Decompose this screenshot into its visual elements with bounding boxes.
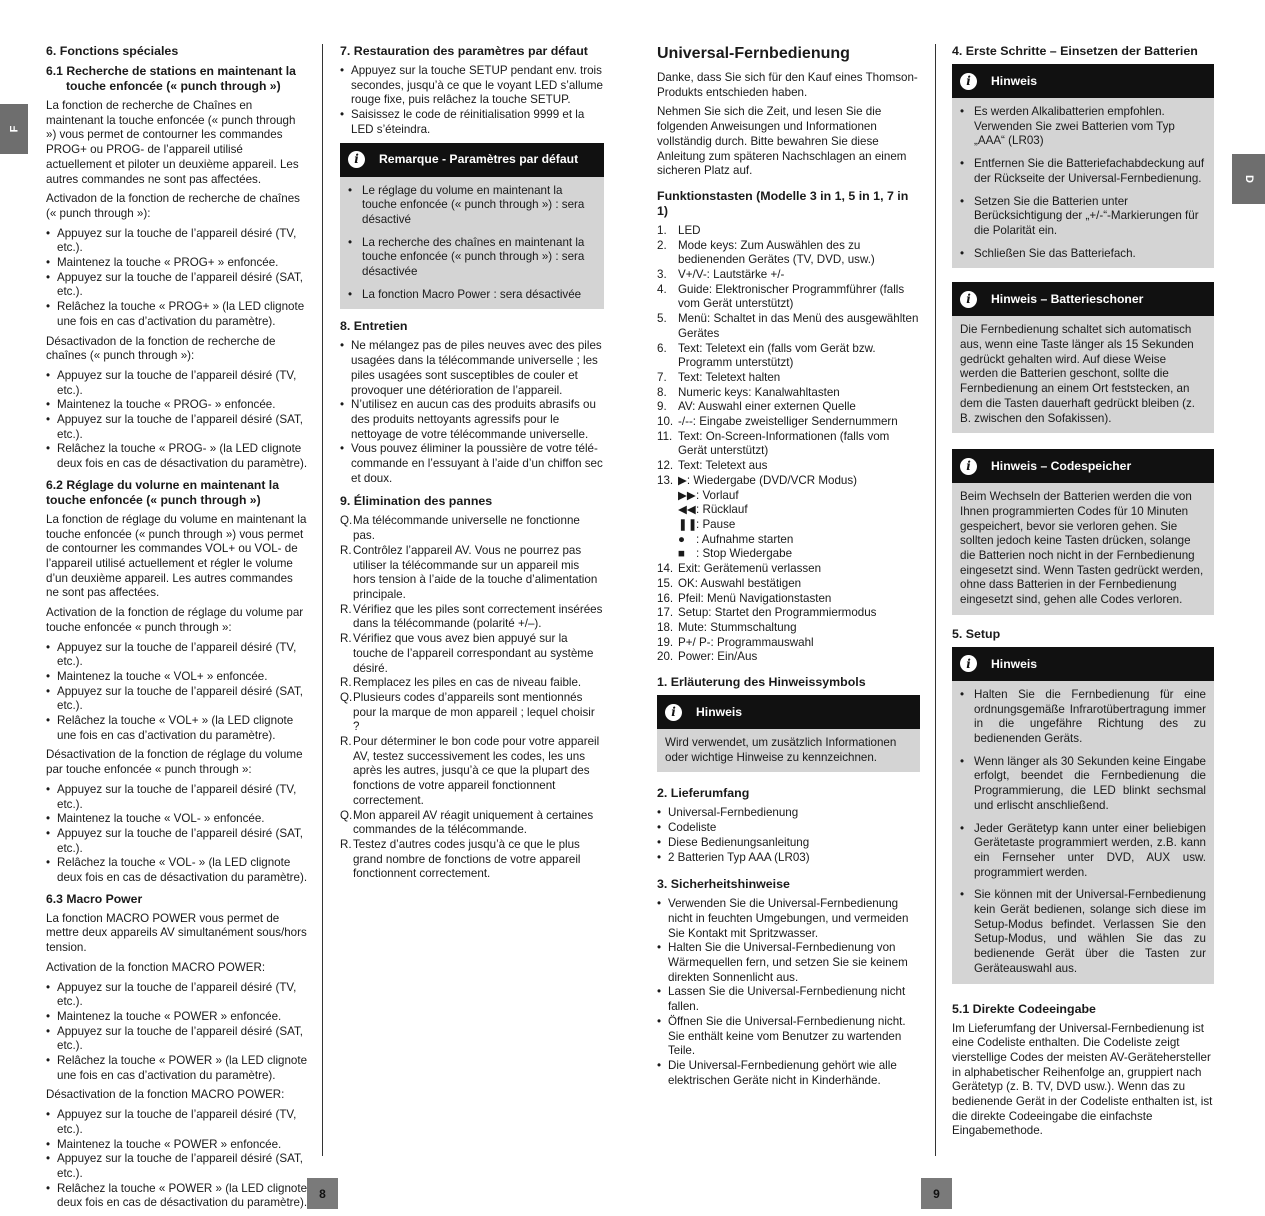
list-item: • Relâchez la touche « POWER » (la LED clignote deux fois en cas de désactivation du paramètre).	[46, 1182, 308, 1211]
fast-forward-icon: ▶▶	[678, 488, 696, 502]
qa-item: R. Vérifiez que vous avez bien appuyé sur la touche de l’appareil correspondant au système désiré.	[340, 632, 594, 675]
note-box-body	[952, 98, 1214, 268]
list-item: • Schließen Sie das Batteriefach.	[960, 247, 1206, 262]
list-item: • Appuyez sur la touche de l’appareil désiré (SAT, etc.).	[46, 271, 308, 300]
list-item: 3. V+/V-: Lautstärke +/-	[657, 268, 785, 282]
list-item: • Saisissez le code de réinitialisation 9999 et la LED s’éteindra.	[340, 108, 604, 137]
list-item: ❚❚: Pause	[678, 517, 736, 531]
info-icon: i	[348, 151, 365, 168]
list-item: 14. Exit: Gerätemenü verlassen	[657, 562, 822, 576]
list-item: • Maintenez la touche « POWER » enfoncée.	[46, 1010, 308, 1025]
column-2	[340, 44, 604, 887]
note-box	[952, 647, 1214, 984]
section-heading: 5. Setup	[952, 626, 1001, 641]
list-item: • Wenn länger als 30 Sekunden keine Eingabe erfolgt, beendet die Fernbedienung die Programmierung, die LED blinkt sechsmal und erlischt anschließend.	[960, 755, 1206, 814]
list-item: • Entfernen Sie die Batteriefachabdeckung auf der Rückseite der Universal-Fernbedienung.	[960, 157, 1206, 186]
note-box-title: Hinweis	[696, 704, 743, 719]
list-item: • Maintenez la touche « POWER » enfoncée.	[46, 1138, 308, 1153]
note-box-body: Die Fernbedienung schaltet sich automatisch aus, wenn eine Taste länger als 15 Sekunden gedrückt gehalten wird. Auf diese Weise werden die Batterien geschont, sollte die Fernbedienung an einem Ort feststecken, an dem die Tasten dauerhaft gedrückt bleiben (z. B. zwischen den Sofakissen).	[952, 316, 1214, 433]
list-item: • Appuyez sur la touche de l’appareil désiré (TV, etc.).	[46, 641, 308, 670]
list-item: • Sie können mit der Universal-Fernbedienung kein Gerät bedienen, solange sich diese im Setup-Modus befindet. Verlassen Sie den Setup-Modus, und wählen Sie das zu bedienende Gerät über die Tasten zur Geräteauswahl aus.	[960, 888, 1206, 976]
list-item: ◀◀: Rücklauf	[678, 503, 748, 517]
list-item: • Appuyez sur la touche de l’appareil désiré (SAT, etc.).	[46, 827, 308, 856]
list-item: 17. Setup: Startet den Programmiermodus	[657, 606, 877, 620]
subsection-heading: 6.1 Recherche de stations en maintenant la touche enfoncée (« punch through »)	[46, 64, 296, 93]
note-box-body: Wird verwendet, um zusätzlich Informationen oder wichtige Hinweise zu kennzeichnen.	[657, 729, 920, 772]
stop-icon: ■	[678, 547, 686, 561]
list-item: • Jeder Gerätetyp kann unter einer beliebigen Gerätetaste programmiert werden, z.B. kann ein Fernseher unter DVD, AUX usw. programmiert werden.	[960, 822, 1206, 881]
section-heading: 8. Entretien	[340, 319, 408, 334]
list-item: 9. AV: Auswahl einer externen Quelle	[657, 400, 856, 414]
list-item: • Le réglage du volume en maintenant la touche enfoncée (« punch through ») : sera désactivé	[348, 184, 596, 228]
list-item: 13. ▶: Wiedergabe (DVD/VCR Modus)	[657, 473, 858, 487]
list-item: 4. Guide: Elektronischer Programmführer (falls vom Gerät unterstützt)	[657, 282, 905, 311]
list-item: • Appuyez sur la touche de l’appareil désiré (TV, etc.).	[46, 227, 308, 256]
qa-item: R. Pour déterminer le bon code pour votre appareil AV, testez successivement les codes, les uns après les autres, jusqu’à ce que la plupart des fonctions de votre appareil fonctionnent correctement.	[340, 735, 600, 807]
list-item: • La fonction Macro Power : sera désactivée	[348, 288, 596, 303]
list-item: • Universal-Fernbedienung	[657, 806, 920, 821]
subsection-heading: 6.3 Macro Power	[46, 891, 143, 906]
bullet-list	[46, 783, 308, 886]
list-item: • La recherche des chaînes en maintenant la touche enfoncée (« punch through ») : sera désactivée	[348, 236, 596, 280]
bullet-list	[340, 339, 604, 486]
list-item: • Appuyez sur la touche SETUP pendant env. trois secondes, jusqu’à ce que le voyant LED s’allume rouge fixe, puis relâchez la touche SETUP.	[340, 64, 604, 108]
note-box-body	[952, 681, 1214, 984]
list-item: • Relâchez la touche « VOL+ » (la LED clignote une fois en cas d’activation du paramètre).	[46, 714, 308, 743]
list-item: • 2 Batterien Typ AAA (LR03)	[657, 851, 920, 866]
list-item: • Appuyez sur la touche de l’appareil désiré (SAT, etc.).	[46, 685, 308, 714]
list-item: 12. Text: Teletext aus	[657, 459, 768, 473]
bullet-list	[657, 806, 920, 865]
list-item: • Appuyez sur la touche de l’appareil désiré (SAT, etc.).	[46, 1152, 308, 1181]
paragraph: La fonction de réglage du volume en maintenant la touche enfoncée (« punch through ») vous permet de contourner les commandes VOL+ ou VOL- de l’appareil utilisé actuellement et régler le volume d’un deuxième appareil. Les autres commandes ne sont pas affectées.	[46, 512, 307, 600]
list-item: • Relâchez la touche « PROG+ » (la LED clignote une fois en cas d’activation du paramètre).	[46, 300, 308, 329]
paragraph: Activation de la fonction MACRO POWER:	[46, 960, 266, 974]
note-box-body: Beim Wechseln der Batterien werden die von Ihnen programmierten Codes für 10 Minuten gespeichert, bevor sie verloren gehen. Sie sollten jedoch keine Tasten drücken, solange die Batterien noch nicht in der Fernbedienung eingesetzt sind. Wenn Tasten gedrückt werden, ohne dass Batterien in der Fernbedienung eingesetzt sind, gehen alle Codes verloren.	[952, 483, 1214, 615]
list-item: • Codeliste	[657, 821, 920, 836]
list-item: • Appuyez sur la touche de l’appareil désiré (SAT, etc.).	[46, 413, 308, 442]
paragraph: La fonction de recherche de Chaînes en maintenant la touche enfoncée (« punch through ») vous permet de contourner les commandes PROG+ ou PROG- de l’appareil utilisé actuellement et piloter un deuxième appareil. Les autres commandes ne sont pas affectées.	[46, 99, 299, 186]
note-box	[952, 282, 1214, 433]
list-item: 8. Numeric keys: Kanalwahltasten	[657, 385, 840, 399]
list-item: 1. LED	[657, 223, 701, 237]
column-divider	[935, 44, 936, 1156]
note-box	[952, 449, 1214, 615]
list-item: • Appuyez sur la touche de l’appareil désiré (TV, etc.).	[46, 369, 308, 398]
list-item: 15. OK: Auswahl bestätigen	[657, 576, 802, 590]
list-item: ▶▶: Vorlauf	[678, 488, 739, 502]
qa-item: R. Contrôlez l’appareil AV. Vous ne pourrez pas utiliser la télécommande sur un appareil mis hors tension à l’aide de la touche d’alimentation principale.	[340, 543, 598, 601]
qa-item: Q. Plusieurs codes d’appareils sont mentionnés pour la marque de mon appareil ; lequel choisir ?	[340, 690, 595, 734]
list-item: 6. Text: Teletext ein (falls vom Gerät bzw. Programm unterstützt)	[657, 341, 876, 370]
note-box-title: Hinweis – Codespeicher	[991, 458, 1132, 473]
note-box-title: Hinweis	[991, 656, 1038, 671]
list-item: ● : Aufnahme starten	[678, 532, 794, 546]
note-box-header	[952, 64, 1214, 98]
section-heading: 1. Erläuterung des Hinweissymbols	[657, 675, 866, 690]
list-item: • Verwenden Sie die Universal-Fernbedienung nicht in feuchten Umgebungen, und vermeiden Sie Kontakt mit Spritzwasser.	[657, 897, 920, 941]
qa-item: Q. Mon appareil AV réagit uniquement à certaines commandes de la télécommande.	[340, 808, 594, 837]
list-item: 16. Pfeil: Menü Navigationstasten	[657, 591, 832, 605]
list-item: • Vous pouvez éliminer la poussière de votre télé-commande en l’essuyant à l’aide d’un chiffon sec et doux.	[340, 442, 604, 486]
note-box-header	[952, 449, 1214, 483]
page-number-left: 8	[307, 1178, 338, 1209]
info-icon: i	[960, 73, 977, 90]
section-heading: 9. Élimination des pannes	[340, 494, 493, 509]
list-item: • Relâchez la touche « PROG- » (la LED clignote deux fois en cas de désactivation du paramètre).	[46, 442, 308, 471]
list-item: 19. P+/ P-: Programmauswahl	[657, 635, 814, 649]
list-item: • Maintenez la touche « PROG- » enfoncée.	[46, 398, 308, 413]
list-item: 7. Text: Teletext halten	[657, 370, 781, 384]
list-item: 10. -/--: Eingabe zweistelliger Sendernummern	[657, 415, 898, 429]
note-box-header	[340, 143, 604, 177]
qa-item: R. Vérifiez que les piles sont correctement insérées dans la télécommande (polarité +/–).	[340, 602, 603, 631]
list-item: • Die Universal-Fernbedienung gehört wie alle elektrischen Geräte nicht in Kinderhände.	[657, 1059, 920, 1088]
paragraph: Désactivation de la fonction de réglage du volume par touche enfoncée « punch through »:	[46, 748, 303, 777]
info-icon: i	[665, 704, 682, 721]
info-icon: i	[960, 458, 977, 475]
language-tab-f: F	[0, 104, 28, 154]
list-item: • Setzen Sie die Batterien unter Berücksichtigung der „+/-“-Markierungen für die Polarität ein.	[960, 195, 1206, 239]
paragraph: Désactivadon de la fonction de recherche de chaînes (« punch through »):	[46, 334, 276, 363]
page-number-right: 9	[921, 1178, 952, 1209]
bullet-list	[46, 981, 308, 1084]
section-heading: 3. Sicherheitshinweise	[657, 877, 790, 892]
column-4	[952, 44, 1214, 1144]
language-tab-d: D	[1232, 154, 1265, 204]
list-item: • Appuyez sur la touche de l’appareil désiré (TV, etc.).	[46, 1108, 308, 1137]
bullet-list	[340, 64, 604, 138]
function-keys-list	[657, 224, 920, 562]
list-item: • Halten Sie die Fernbedienung für eine ordnungsgemäße Infrarotübertragung immer in die ungefähre Richtung des zu bedienenden Geräts.	[960, 688, 1206, 747]
subsection-heading: 6.2 Réglage du volurne en maintenant la touche enfoncée (« punch through »)	[46, 477, 279, 507]
list-item: • Relâchez la touche « POWER » (la LED clignote une fois en cas d’activation du paramètre).	[46, 1054, 308, 1083]
pause-icon: ❚❚	[678, 517, 698, 531]
qa-item: R. Testez d’autres codes jusqu’à ce que le plus grand nombre de fonctions de votre appareil fonctionnent correctement.	[340, 837, 581, 881]
bullet-list	[46, 227, 308, 330]
note-box-title: Hinweis – Batterieschoner	[991, 291, 1144, 306]
list-item: • Diese Bedienungsanleitung	[657, 836, 920, 851]
note-box-body	[340, 177, 604, 310]
list-item: • Appuyez sur la touche de l’appareil désiré (TV, etc.).	[46, 981, 308, 1010]
function-keys-list	[657, 562, 920, 665]
note-box-header	[952, 282, 1214, 316]
paragraph: Danke, dass Sie sich für den Kauf eines Thomson-Produkts entschieden haben.	[657, 71, 918, 99]
info-icon: i	[960, 655, 977, 672]
list-item: • Maintenez la touche « VOL- » enfoncée.	[46, 812, 308, 827]
bullet-list	[46, 369, 308, 472]
list-item: ■ : Stop Wiedergabe	[678, 547, 793, 561]
paragraph: Activadon de la fonction de recherche de chaînes (« punch through »):	[46, 192, 300, 220]
list-item: 2. Mode keys: Zum Auswählen des zu bedienenden Gerätes (TV, DVD, usw.)	[657, 238, 875, 267]
list-item: • Lassen Sie die Universal-Fernbedienung nicht fallen.	[657, 985, 920, 1014]
qa-item: R. Remplacez les piles en cas de niveau faible.	[340, 676, 582, 690]
list-item: 11. Text: On-Screen-Informationen (falls vom Gerät unterstützt)	[657, 429, 890, 458]
note-box-title: Remarque - Paramètres par défaut	[379, 152, 579, 167]
list-item: 5. Menü: Schaltet in das Menü des ausgewählten Gerätes	[657, 312, 919, 340]
bullet-list	[657, 897, 920, 1088]
page-title: Universal-Fernbedienung	[657, 45, 850, 62]
record-icon: ●	[678, 532, 686, 546]
bullet-list	[46, 641, 308, 744]
section-heading: 4. Erste Schritte – Einsetzen der Batterien	[952, 44, 1198, 58]
troubleshooting-list	[340, 514, 604, 882]
paragraph: Nehmen Sie sich die Zeit, und lesen Sie die folgenden Anweisungen und Informationen vollständig durch. Bitte bewahren Sie diese Anleitung zum späteren Nachschlagen an einem sicheren Platz auf.	[657, 105, 907, 178]
note-box-header	[952, 647, 1214, 681]
column-1	[46, 44, 308, 1216]
section-heading: 6. Fonctions spéciales	[46, 44, 179, 58]
list-item: • Maintenez la touche « PROG+ » enfoncée.	[46, 256, 308, 271]
column-3	[657, 44, 920, 1093]
note-box-title: Hinweis	[991, 73, 1038, 88]
section-heading: 7. Restauration des paramètres par défaut	[340, 44, 588, 58]
bullet-list	[46, 1108, 308, 1211]
note-box	[952, 64, 1214, 268]
list-item: • Relâchez la touche « VOL- » (la LED clignote deux fois en cas de désactivation du paramètre).	[46, 856, 308, 885]
list-item: • Appuyez sur la touche de l’appareil désiré (TV, etc.).	[46, 783, 308, 812]
section-heading: 5.1 Direkte Codeeingabe	[952, 1001, 1096, 1016]
note-box-header	[657, 695, 920, 729]
list-item: • Halten Sie die Universal-Fernbedienung von Wärmequellen fern, und setzen Sie sie keinem direkten Sonnenlicht aus.	[657, 941, 920, 985]
section-heading: 2. Lieferumfang	[657, 786, 750, 801]
section-heading: Funktionstasten (Modelle 3 in 1, 5 in 1, 7 in 1)	[657, 188, 909, 218]
list-item: • Maintenez la touche « VOL+ » enfoncée.	[46, 670, 308, 685]
list-item: 18. Mute: Stummschaltung	[657, 620, 797, 634]
qa-item: Q. Ma télécommande universelle ne fonctionne pas.	[340, 514, 580, 543]
list-item: • Es werden Alkalibatterien empfohlen. Verwenden Sie zwei Batterien vom Typ „AAA“ (LR03)	[960, 105, 1206, 149]
paragraph: Im Lieferumfang der Universal-Fernbedienung ist eine Codeliste enthalten. Die Codeliste zeigt vierstellige Codes der meisten AV-Gerätehersteller in alphabetischer Reihenfolge an, gruppiert nach Gerätetyp (z. B. TV, DVD usw.). Wenn das zu bedienende Gerät in der Codeliste enthalten ist, ist die direkte Codeeingabe die einfachste Eingabemethode.	[952, 1021, 1213, 1138]
paragraph: La fonction MACRO POWER vous permet de mettre deux appareils AV simultanément sous/hors tension.	[46, 911, 307, 955]
list-item: • Appuyez sur la touche de l’appareil désiré (SAT, etc.).	[46, 1025, 308, 1054]
info-icon: i	[960, 291, 977, 308]
note-box	[340, 143, 604, 310]
paragraph: Désactivation de la fonction MACRO POWER:	[46, 1088, 285, 1102]
note-box	[657, 695, 920, 772]
list-item: 20. Power: Ein/Aus	[657, 650, 758, 664]
column-divider	[322, 44, 323, 1156]
rewind-icon: ◀◀	[678, 503, 696, 517]
paragraph: Activation de la fonction de réglage du volume par touche enfoncée « punch through »:	[46, 606, 304, 634]
list-item: • N’utilisez en aucun cas des produits abrasifs ou des produits nettoyants agressifs pour le nettoyage de votre télécommande universelle.	[340, 398, 604, 442]
list-item: • Ne mélangez pas de piles neuves avec des piles usagées dans la télécommande universelle ; les piles usagées sont susceptibles de couler et provoquer une détérioration de l’appareil.	[340, 339, 604, 398]
list-item: • Öffnen Sie die Universal-Fernbedienung nicht. Sie enthält keine vom Benutzer zu wartenden Teile.	[657, 1015, 920, 1059]
